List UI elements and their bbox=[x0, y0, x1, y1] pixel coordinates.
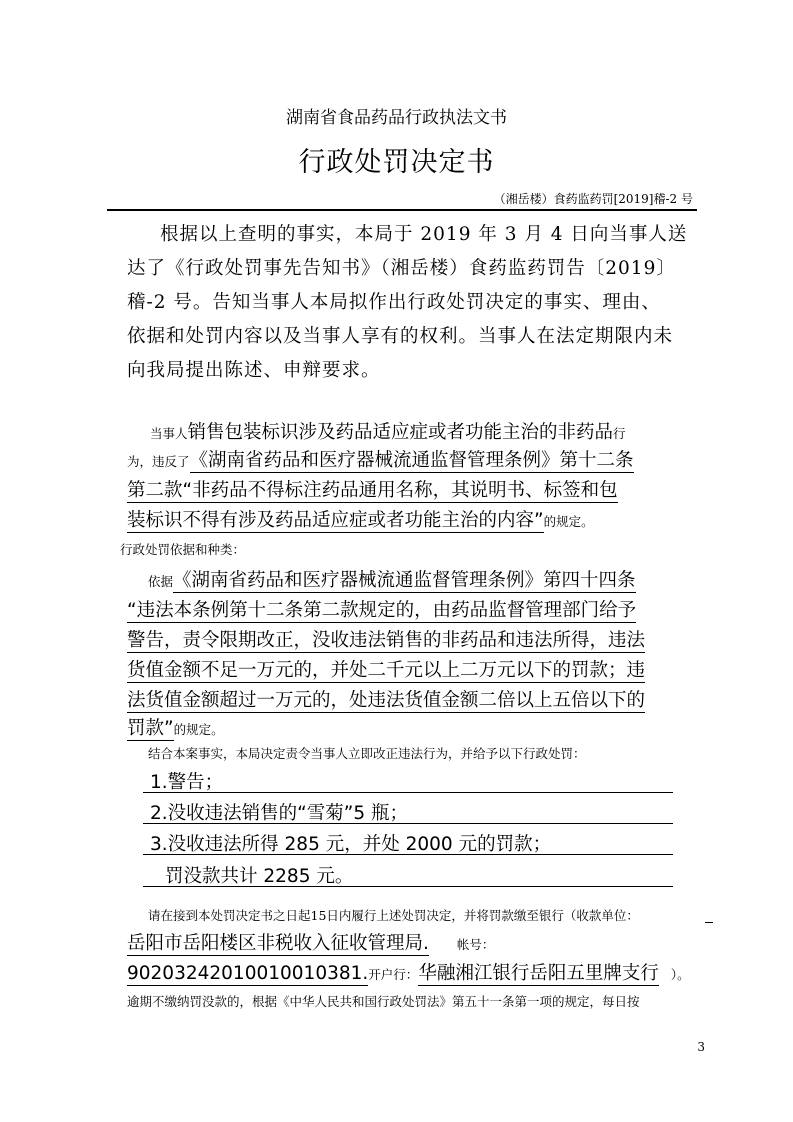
violation-line-1 bbox=[150, 418, 626, 444]
decision-intro: 结合本案事实，本局决定责令当事人立即改正违法行为，并给予以下行政处罚： bbox=[148, 746, 586, 761]
basis-line6-suffix: 的规定。 bbox=[173, 722, 224, 737]
payee-name: 岳阳市岳阳楼区非税收入征收管理局. bbox=[127, 933, 429, 954]
basis-regulation: 《湖南省药品和医疗器械流通监督管理条例》第四十四条 bbox=[173, 570, 636, 591]
basis-text-4: 货值金额不足一万元的，并处二千元以上二万元以下的罚款；违 bbox=[127, 660, 646, 681]
document-number: （湘岳楼）食药监药罚[2019]稽-2 号 bbox=[493, 192, 693, 206]
violation-clause-end: 装标识不得有涉及药品适应症或者功能主治的内容” bbox=[127, 510, 544, 531]
payment-blank bbox=[705, 922, 713, 923]
basis-text-2: “违法本条例第十二条第二款规定的，由药品监督管理部门给予 bbox=[127, 600, 637, 621]
basis-line-5 bbox=[127, 686, 645, 712]
basis-label: 行政处罚依据和种类： bbox=[120, 542, 246, 557]
decision-item-3-underline bbox=[143, 854, 673, 855]
decision-item-1-underline bbox=[143, 792, 673, 793]
basis-text-5: 法货值金额超过一万元的，处违法货值金额二倍以上五倍以下的 bbox=[127, 690, 646, 711]
basis-line-3 bbox=[127, 626, 645, 652]
bank-name: 华融湘江银行岳阳五里牌支行 bbox=[418, 963, 659, 984]
decision-item-1: 1.警告； bbox=[150, 772, 224, 793]
header-rule bbox=[107, 209, 697, 211]
violation-line-4 bbox=[127, 506, 594, 532]
decision-item-2: 2.没收违法销售的“雪菊”5 瓶； bbox=[150, 803, 408, 824]
intro-line-4: 依据和处罚内容以及当事人享有的权利。当事人在法定期限内未 bbox=[127, 326, 674, 347]
account-number: 90203242010010010381. bbox=[127, 963, 369, 984]
basis-line-1 bbox=[148, 566, 636, 592]
payment-line-3 bbox=[127, 959, 690, 985]
overdue-text: 逾期不缴纳罚没款的，根据《中华人民共和国行政处罚法》第五十一条第一项的规定，每日按 bbox=[127, 994, 640, 1009]
violation-line-2 bbox=[127, 446, 634, 472]
violation-act: 销售包装标识涉及药品适应症或者功能主治的非药品 bbox=[187, 422, 614, 443]
violation-prefix: 当事人 bbox=[150, 426, 188, 441]
violation-clause: 第二款“非药品不得标注药品通用名称，其说明书、标签和包 bbox=[127, 480, 618, 501]
basis-line-4 bbox=[127, 656, 645, 682]
intro-line-1: 根据以上查明的事实，本局于 2019 年 3 月 4 日向当事人送 bbox=[160, 224, 688, 245]
basis-prefix: 依据 bbox=[148, 574, 174, 589]
basis-text-6: 罚款” bbox=[127, 718, 174, 739]
basis-line-6 bbox=[127, 714, 224, 740]
violation-line2-prefix: 为，违反了 bbox=[127, 454, 190, 469]
basis-line-2 bbox=[127, 596, 636, 622]
violation-suffix: 行 bbox=[613, 426, 626, 441]
violation-line-3 bbox=[127, 476, 618, 502]
document-subtitle: 湖南省食品药品行政执法文书 bbox=[286, 108, 507, 128]
intro-line-3: 稽-2 号。告知当事人本局拟作出行政处罚决定的事实、理由、 bbox=[127, 292, 661, 313]
violation-regulation: 《湖南省药品和医疗器械流通监督管理条例》第十二条 bbox=[189, 450, 634, 471]
payment-close: ）。 bbox=[670, 967, 690, 982]
account-label: 帐号： bbox=[456, 937, 495, 952]
payment-instruction: 请在接到本处罚决定书之日起15日内履行上述处罚决定，并将罚款缴至银行（收款单位： bbox=[148, 908, 639, 923]
payment-line-2 bbox=[127, 929, 494, 955]
page-number: 3 bbox=[697, 1040, 705, 1054]
decision-total: 罚没款共计 2285 元。 bbox=[165, 866, 354, 887]
intro-line-2: 达了《行政处罚事先告知书》（湘岳楼）食药监药罚告〔2019〕 bbox=[127, 258, 676, 279]
violation-line4-suffix: 的规定。 bbox=[543, 514, 594, 529]
document-title: 行政处罚决定书 bbox=[298, 147, 495, 178]
decision-total-underline bbox=[143, 886, 673, 887]
intro-line-5: 向我局提出陈述、申辩要求。 bbox=[127, 360, 381, 381]
decision-item-2-underline bbox=[143, 823, 673, 824]
bank-label: 开户行： bbox=[368, 967, 419, 982]
basis-text-3: 警告，责令限期改正，没收违法销售的非药品和违法所得，违法 bbox=[127, 630, 646, 651]
decision-item-3: 3.没收违法所得 285 元，并处 2000 元的罚款； bbox=[150, 834, 552, 855]
